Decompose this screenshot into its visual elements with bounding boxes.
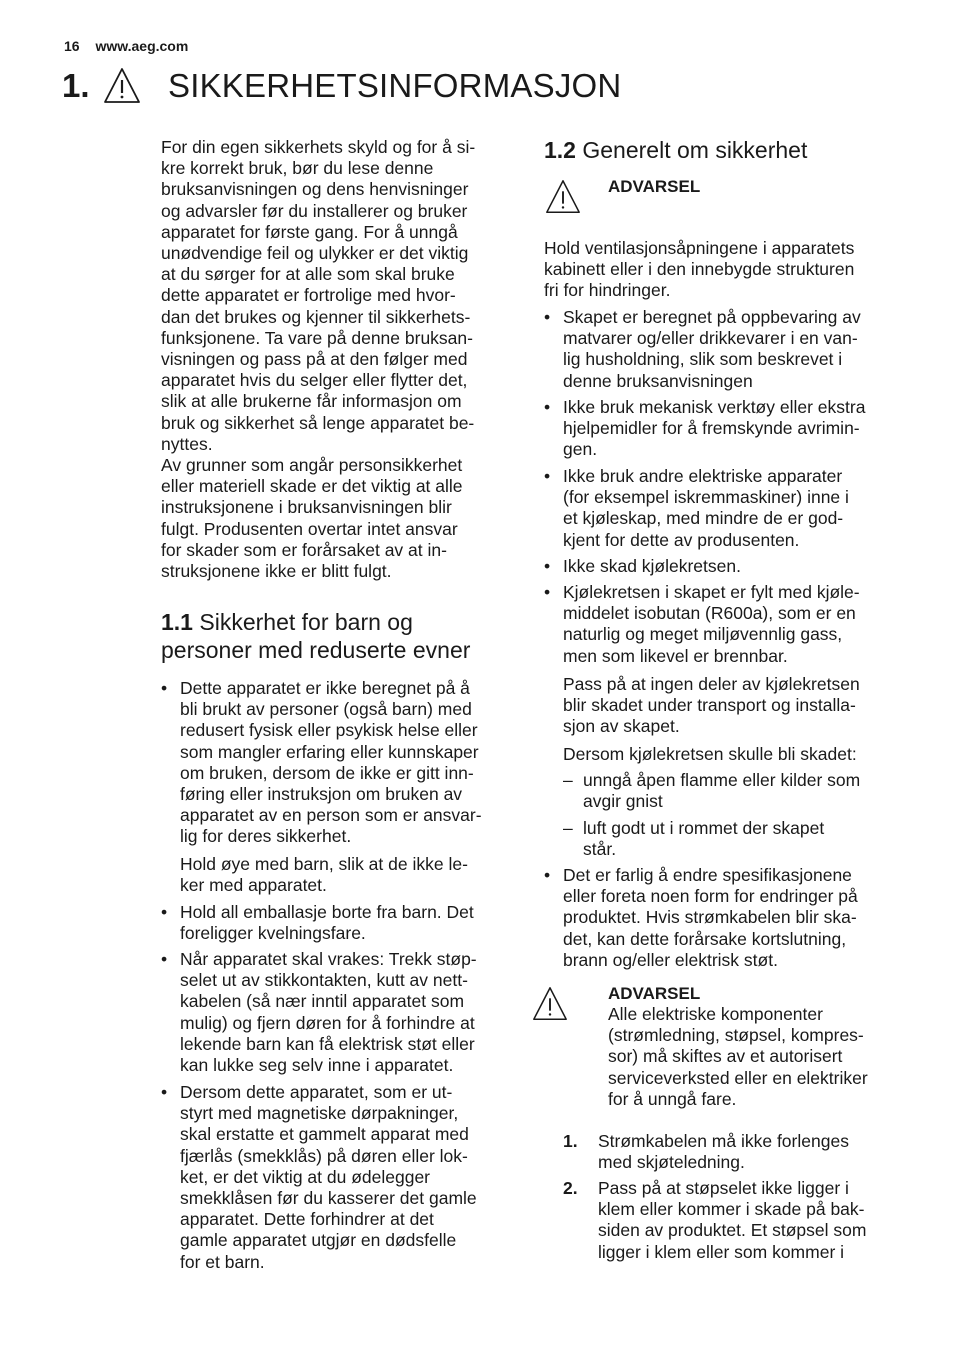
text-line: for å unngå fare. xyxy=(608,1088,737,1109)
text-line: hjelpemidler for å fremskynde avrimin- xyxy=(563,418,860,439)
warning-text xyxy=(608,1004,908,1110)
text-line: avgir gnist xyxy=(583,791,663,812)
text-line: som mangler erfaring eller kunnskaper xyxy=(180,741,479,762)
text-line: fri for hindringer. xyxy=(544,280,671,301)
text-line: ligger i klem eller som kommer i xyxy=(598,1241,845,1262)
text-line: det, kan dette forårsake kortslutning, xyxy=(563,928,847,949)
warning-label: ADVARSEL xyxy=(608,177,701,196)
text-line: produktet. Hvis strømkabelen blir ska- xyxy=(563,907,857,928)
text-line: gamle apparatet utgjør en dødsfelle xyxy=(180,1230,457,1251)
text-line: Alle elektriske komponenter xyxy=(608,1004,823,1024)
text-line: fulgt. Produsenten overtar intet ansvar xyxy=(161,518,458,539)
section-title: Generelt om sikkerhet xyxy=(582,137,808,163)
text-line: at du sørger for at alle som skal bruke xyxy=(161,264,455,285)
text-line: redusert fysisk eller psykisk helse eller xyxy=(180,720,478,741)
text-line: serviceverksted eller en elektriker xyxy=(608,1067,868,1088)
warning-triangle-icon xyxy=(531,985,569,1023)
text-line: Dette apparatet er ikke beregnet på å xyxy=(180,678,470,698)
text-line: eller foreta noen form for endringer på xyxy=(563,886,858,907)
site-url: www.aeg.com xyxy=(95,38,189,54)
section-number: 1.1 xyxy=(161,609,193,635)
text-line: lekende barn kan få elektrisk støt eller xyxy=(180,1033,475,1054)
text-line: unngå åpen flamme eller kilder som xyxy=(583,770,861,790)
text-line: ker med apparatet. xyxy=(180,874,327,895)
text-line: Det er farlig å endre spesifikasjonene xyxy=(563,865,852,885)
text-line: dan det brukes og kjenner til sikkerhets- xyxy=(161,306,471,327)
section-title-line: Sikkerhet for barn og xyxy=(199,609,413,635)
page-number: 16 xyxy=(64,38,80,54)
text-line: funksjonene. Ta vare på denne bruksan- xyxy=(161,327,473,348)
text-line: siden av produktet. Et støpsel som xyxy=(598,1220,867,1241)
text-line: nyttes. xyxy=(161,433,213,454)
text-line: luft godt ut i rommet der skapet xyxy=(583,818,825,838)
intro-paragraph-1 xyxy=(161,137,511,582)
text-line: mulig) og fjern døren for å forhindre at xyxy=(180,1012,475,1033)
text-line: Kjølekretsen i skapet er fylt med kjøle- xyxy=(563,582,860,602)
text-line: kabelen (så nær inntil apparatet som xyxy=(180,991,465,1012)
text-line: et kjøleskap, med mindre de er god- xyxy=(563,508,844,529)
chapter-number: 1. xyxy=(62,67,90,104)
text-line: apparatet av en person som er ansvar- xyxy=(180,805,482,826)
text-line: lig husholdning, slik som beskrevet i xyxy=(563,349,843,370)
text-line: Når apparatet skal vrakes: Trekk støp- xyxy=(180,949,477,969)
text-line: Ikke bruk mekanisk verktøy eller ekstra xyxy=(563,397,866,417)
text-line: bruksanvisningen og dens henvisninger xyxy=(161,179,469,200)
section-title-line: personer med reduserte evner xyxy=(161,637,471,663)
warning-triangle-icon xyxy=(544,178,582,216)
text-line: (strømledning, støpsel, kompres- xyxy=(608,1025,864,1046)
page-header xyxy=(64,38,188,54)
text-line: med skjøteledning. xyxy=(598,1152,745,1173)
text-line: struksjonene ikke er blitt fulgt. xyxy=(161,561,392,582)
text-line: visningen og pass på at den følger med xyxy=(161,349,468,370)
text-line: apparatet. Dette forhindrer at det xyxy=(180,1209,434,1230)
text-line: For din egen sikkerhets skyld og for å si- xyxy=(161,137,476,157)
text-line: apparatet hvis du selger eller flytter det, xyxy=(161,370,468,391)
text-line: Hold øye med barn, slik at de ikke le- xyxy=(180,853,468,874)
text-line: Hold ventilasjonsåpningene i apparatets xyxy=(544,238,855,258)
text-line: står. xyxy=(583,839,617,860)
warning-label: ADVARSEL xyxy=(608,984,701,1003)
text-line: føring eller instruksjon om bruken av xyxy=(180,784,463,805)
text-line: naturlig og meget miljøvennlig gass, xyxy=(563,624,843,645)
section-1-1-heading xyxy=(161,608,541,664)
text-line: ket, er det viktig at du ødelegger xyxy=(180,1166,430,1187)
text-line: unødvendige feil og ulykker er det viktig xyxy=(161,243,469,264)
text-line: middelet isobutan (R600a), som er en xyxy=(563,603,856,624)
warning-triangle-icon xyxy=(102,66,142,106)
text-line: Pass på at ingen deler av kjølekretsen xyxy=(563,673,860,694)
text-line: klem eller kommer i skade på bak- xyxy=(598,1199,865,1220)
section-1-2-heading xyxy=(544,136,902,164)
text-line: sor) må skiftes av et autorisert xyxy=(608,1046,843,1067)
text-line: Av grunner som angår personsikkerhet xyxy=(161,455,463,476)
text-line: lig for deres sikkerhet. xyxy=(180,826,352,847)
text-line: eller materiell skade er det viktig at alle xyxy=(161,476,463,497)
text-line: apparatet for første gang. For å unngå xyxy=(161,221,458,242)
text-line: brann og/eller elektrisk støt. xyxy=(563,949,778,970)
text-line: Ikke bruk andre elektriske apparater xyxy=(563,466,843,486)
text-line: foreligger kvelningsfare. xyxy=(180,923,366,944)
text-line: blir skadet under transport og installa- xyxy=(563,695,856,716)
text-line: bruk og sikkerhet så lenge apparatet be- xyxy=(161,412,475,433)
text-line: men som likevel er brennbar. xyxy=(563,645,788,666)
text-line: Strømkabelen må ikke forlenges xyxy=(598,1131,849,1151)
text-line: fjærlås (smekklås) på døren eller lok- xyxy=(180,1145,468,1166)
section-number: 1.2 xyxy=(544,137,576,163)
text-line: slik at alle brukerne får informasjon om xyxy=(161,391,462,412)
text-line: kre korrekt bruk, bør du lese denne xyxy=(161,158,434,179)
item-number: 2. xyxy=(563,1178,578,1198)
text-line: (for eksempel iskremmaskiner) inne i xyxy=(563,487,849,508)
text-line: Hold all emballasje borte fra barn. Det xyxy=(180,902,474,922)
text-line: Dersom dette apparatet, som er ut- xyxy=(180,1082,453,1102)
text-line: kan lukke seg selv inne i apparatet. xyxy=(180,1055,454,1076)
text-line: instruksjonene i bruksanvisningen blir xyxy=(161,497,452,518)
text-line: og advarsler før du installerer og bruker xyxy=(161,200,468,221)
ventilation-paragraph xyxy=(544,238,902,302)
text-line: skal erstatte et gammelt apparat med xyxy=(180,1124,469,1145)
text-line: matvarer og/eller drikkevarer i en van- xyxy=(563,328,858,349)
text-line: selet ut av stikkontakten, kutt av nett- xyxy=(180,970,468,991)
text-line: Pass på at støpselet ikke ligger i xyxy=(598,1178,849,1198)
chapter-title: SIKKERHETSINFORMASJON xyxy=(168,67,622,104)
text-line: sjon av skapet. xyxy=(563,716,680,737)
text-line: gen. xyxy=(563,439,598,460)
text-line: bli brukt av personer (også barn) med xyxy=(180,699,472,720)
text-line: denne bruksanvisningen xyxy=(563,370,753,391)
text-line: Ikke skad kjølekretsen. xyxy=(563,556,741,576)
text-line: kabinett eller i den innebygde strukturen xyxy=(544,259,855,280)
text-line: om bruken, dersom de ikke er gitt inn- xyxy=(180,762,474,783)
item-number: 1. xyxy=(563,1131,578,1151)
chapter-heading xyxy=(62,66,621,106)
text-line: for skader som er forårsaket av at in- xyxy=(161,539,447,560)
text-line: dette apparatet er fortrolige med hvor- xyxy=(161,285,456,306)
text-line: smekklåsen før du kasserer det gamle xyxy=(180,1188,477,1209)
text-line: Dersom kjølekretsen skulle bli skadet: xyxy=(563,744,857,765)
text-line: for et barn. xyxy=(180,1251,265,1272)
text-line: Skapet er beregnet på oppbevaring av xyxy=(563,307,861,327)
text-line: kjent for dette av produsenten. xyxy=(563,529,800,550)
warning-box xyxy=(608,984,908,1110)
text-line: styrt med magnetiske dørpakninger, xyxy=(180,1103,459,1124)
